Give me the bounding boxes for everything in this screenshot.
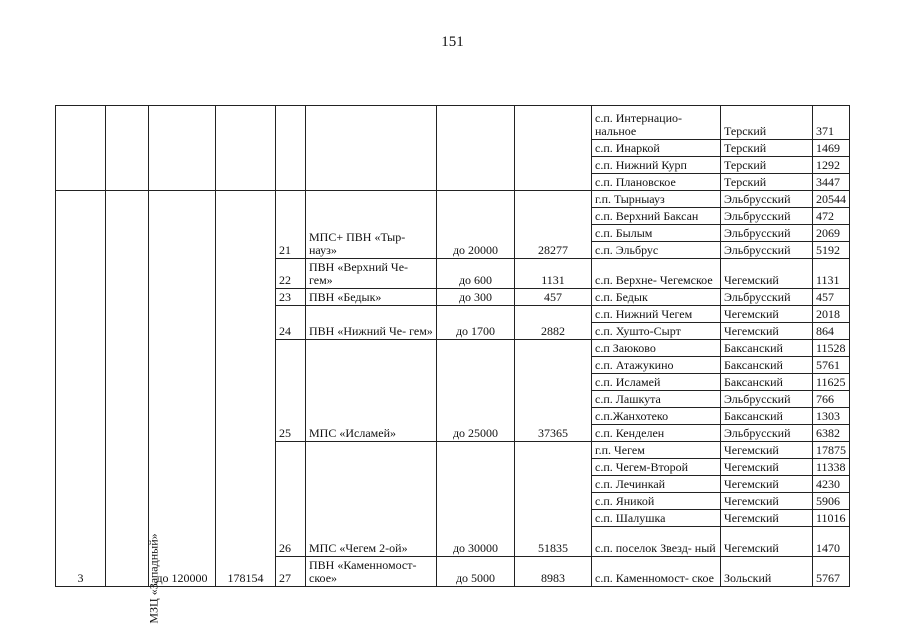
- settlement-cell: с.п. Лечинкай: [592, 476, 721, 493]
- settlement-cell: г.п. Чегем: [592, 442, 721, 459]
- district-cell: Чегемский: [721, 510, 813, 527]
- population-cell: 2069: [813, 225, 850, 242]
- population-cell: 5761: [813, 357, 850, 374]
- settlement-cell: с.п. Шалушка: [592, 510, 721, 527]
- page-number: 151: [441, 34, 464, 50]
- district-cell: Терский: [721, 106, 813, 140]
- district-cell: Баксанский: [721, 374, 813, 391]
- district-cell: Чегемский: [721, 476, 813, 493]
- population-cell: 457: [813, 289, 850, 306]
- settlement-cell: с.п.Жанхотеко: [592, 408, 721, 425]
- population-cell: 4230: [813, 476, 850, 493]
- settlement-cell: с.п Заюково: [592, 340, 721, 357]
- group-population-cell: 2882: [515, 306, 592, 340]
- district-cell: Чегемский: [721, 306, 813, 323]
- settlement-cell: с.п. Атажукино: [592, 357, 721, 374]
- population-cell: 2018: [813, 306, 850, 323]
- settlement-cell: с.п. Кенделен: [592, 425, 721, 442]
- group-name-cell: ПВН «Верхний Че- гем»: [306, 259, 437, 289]
- group-number-cell: 27: [276, 557, 306, 587]
- population-cell: 371: [813, 106, 850, 140]
- district-cell: Чегемский: [721, 323, 813, 340]
- group-capacity-cell: до 1700: [437, 306, 515, 340]
- group-number-cell: 21: [276, 191, 306, 259]
- population-cell: 11625: [813, 374, 850, 391]
- table-row: [56, 191, 850, 208]
- empty-cell: [216, 106, 276, 191]
- settlement-cell: с.п. Нижний Курп: [592, 157, 721, 174]
- population-cell: 5906: [813, 493, 850, 510]
- settlement-cell: с.п. Былым: [592, 225, 721, 242]
- table-row: [56, 106, 850, 140]
- district-cell: Чегемский: [721, 527, 813, 557]
- population-cell: 11016: [813, 510, 850, 527]
- settlement-table: [55, 105, 850, 624]
- population-cell: 472: [813, 208, 850, 225]
- group-capacity-cell: до 20000: [437, 191, 515, 259]
- empty-cell: [306, 106, 437, 191]
- district-cell: Баксанский: [721, 340, 813, 357]
- population-cell: 11528: [813, 340, 850, 357]
- district-cell: Эльбрусский: [721, 289, 813, 306]
- zone-name: МЗЦ «Западный»: [146, 533, 161, 624]
- group-capacity-cell: до 30000: [437, 442, 515, 557]
- population-cell: 864: [813, 323, 850, 340]
- group-name-cell: ПВН «Нижний Че- гем»: [306, 306, 437, 340]
- settlement-cell: с.п. Лашкута: [592, 391, 721, 408]
- population-cell: 1303: [813, 408, 850, 425]
- settlement-cell: с.п. Каменномост- ское: [592, 557, 721, 587]
- zone-name-cell: [106, 191, 161, 624]
- empty-cell: [56, 106, 106, 191]
- population-cell: 1131: [813, 259, 850, 289]
- district-cell: Терский: [721, 157, 813, 174]
- zone-number-cell: 3: [56, 191, 106, 587]
- settlement-cell: с.п. Исламей: [592, 374, 721, 391]
- district-cell: Чегемский: [721, 459, 813, 476]
- group-capacity-cell: до 300: [437, 289, 515, 306]
- district-cell: Зольский: [721, 557, 813, 587]
- empty-cell: [437, 106, 515, 191]
- district-cell: Эльбрусский: [721, 208, 813, 225]
- group-population-cell: 8983: [515, 557, 592, 587]
- population-cell: 3447: [813, 174, 850, 191]
- empty-cell: [106, 106, 149, 191]
- population-cell: 20544: [813, 191, 850, 208]
- district-cell: Эльбрусский: [721, 425, 813, 442]
- population-cell: 6382: [813, 425, 850, 442]
- population-cell: 5767: [813, 557, 850, 587]
- group-name-cell: МПС «Исламей»: [306, 340, 437, 442]
- zone-capacity-cell: до 120000: [149, 191, 216, 587]
- district-cell: Чегемский: [721, 493, 813, 510]
- settlement-cell: с.п. Плановское: [592, 174, 721, 191]
- population-cell: 11338: [813, 459, 850, 476]
- population-cell: 5192: [813, 242, 850, 259]
- population-cell: 766: [813, 391, 850, 408]
- group-number-cell: 25: [276, 340, 306, 442]
- zone-population-cell: 178154: [216, 191, 276, 587]
- district-cell: Эльбрусский: [721, 191, 813, 208]
- settlement-cell: с.п. Чегем-Второй: [592, 459, 721, 476]
- group-name-cell: ПВН «Каменномост- ское»: [306, 557, 437, 587]
- settlement-cell: с.п. Верхне- Чегемское: [592, 259, 721, 289]
- district-cell: Терский: [721, 174, 813, 191]
- district-cell: Чегемский: [721, 259, 813, 289]
- group-population-cell: 51835: [515, 442, 592, 557]
- group-population-cell: 28277: [515, 191, 592, 259]
- district-cell: Эльбрусский: [721, 391, 813, 408]
- population-cell: 17875: [813, 442, 850, 459]
- group-name-cell: МПС «Чегем 2-ой»: [306, 442, 437, 557]
- district-cell: Баксанский: [721, 357, 813, 374]
- group-population-cell: 457: [515, 289, 592, 306]
- settlement-cell: с.п. Нижний Чегем: [592, 306, 721, 323]
- empty-cell: [149, 106, 216, 191]
- group-number-cell: 22: [276, 259, 306, 289]
- group-name-cell: МПС+ ПВН «Тыр- науз»: [306, 191, 437, 259]
- population-cell: 1292: [813, 157, 850, 174]
- settlement-cell: с.п. Бедык: [592, 289, 721, 306]
- group-capacity-cell: до 600: [437, 259, 515, 289]
- district-cell: Эльбрусский: [721, 242, 813, 259]
- empty-cell: [276, 106, 306, 191]
- settlement-cell: с.п. Эльбрус: [592, 242, 721, 259]
- group-population-cell: 1131: [515, 259, 592, 289]
- settlement-cell: с.п. Яникой: [592, 493, 721, 510]
- group-number-cell: 24: [276, 306, 306, 340]
- group-name-cell: ПВН «Бедык»: [306, 289, 437, 306]
- empty-cell: [515, 106, 592, 191]
- settlement-cell: с.п. Инаркой: [592, 140, 721, 157]
- settlement-cell: г.п. Тырныауз: [592, 191, 721, 208]
- settlement-cell: с.п. Интернацио- нальное: [592, 106, 721, 140]
- group-capacity-cell: до 5000: [437, 557, 515, 587]
- district-cell: Баксанский: [721, 408, 813, 425]
- group-number-cell: 26: [276, 442, 306, 557]
- population-cell: 1469: [813, 140, 850, 157]
- district-cell: Терский: [721, 140, 813, 157]
- population-cell: 1470: [813, 527, 850, 557]
- group-capacity-cell: до 25000: [437, 340, 515, 442]
- settlement-cell: с.п. Хушто-Сырт: [592, 323, 721, 340]
- settlement-cell: с.п. поселок Звезд- ный: [592, 527, 721, 557]
- district-cell: Эльбрусский: [721, 225, 813, 242]
- group-number-cell: 23: [276, 289, 306, 306]
- group-population-cell: 37365: [515, 340, 592, 442]
- settlement-cell: с.п. Верхний Баксан: [592, 208, 721, 225]
- district-cell: Чегемский: [721, 442, 813, 459]
